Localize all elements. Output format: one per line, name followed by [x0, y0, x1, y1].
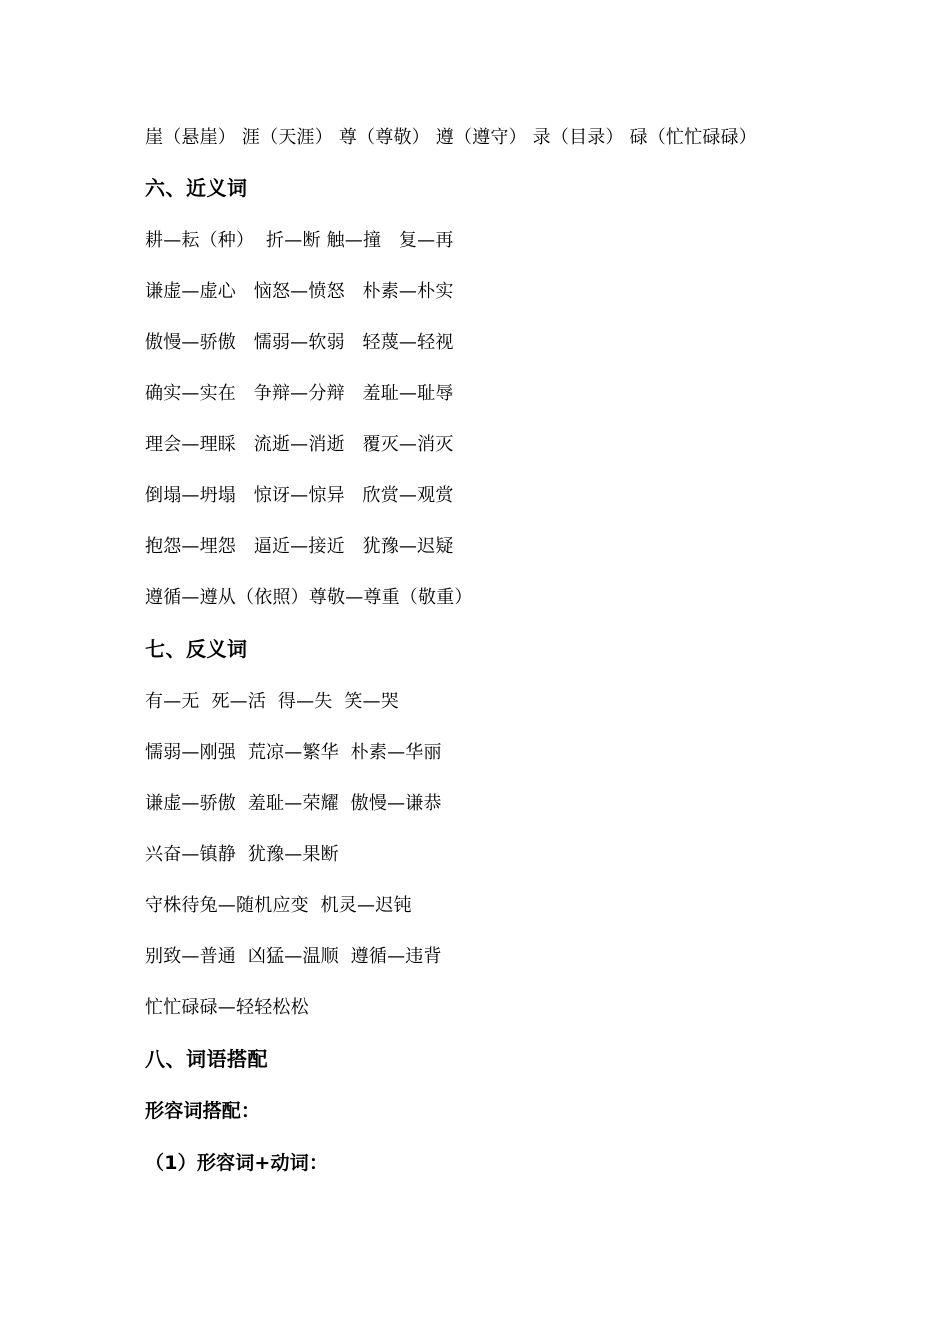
- synonym-line: 遵循—遵从（依照）尊敬—尊重（敬重）: [145, 587, 473, 608]
- synonym-line: 倒塌—坍塌 惊讶—惊异 欣赏—观赏: [145, 485, 454, 506]
- subheading-adjective-collocation: 形容词搭配：: [145, 1100, 261, 1122]
- synonym-line: 谦虚—虚心 恼怒—愤怒 朴素—朴实: [145, 281, 454, 302]
- antonym-line: 忙忙碌碌—轻轻松松: [145, 997, 309, 1018]
- antonym-line: 兴奋—镇静 犹豫—果断: [145, 844, 339, 865]
- section-heading-antonyms: 七、反义词: [145, 637, 248, 661]
- synonym-line: 抱怨—埋怨 逼近—接近 犹豫—迟疑: [145, 536, 454, 557]
- synonym-line: 傲慢—骄傲 懦弱—软弱 轻蔑—轻视: [145, 332, 454, 353]
- antonym-line: 守株待兔—随机应变 机灵—迟钝: [145, 895, 412, 916]
- synonym-line: 理会—理睬 流逝—消逝 覆灭—消灭: [145, 434, 454, 455]
- section-heading-synonyms: 六、近义词: [145, 176, 248, 200]
- synonym-line: 耕—耘（种） 折—断 触—撞 复—再: [145, 230, 454, 251]
- antonym-line: 谦虚—骄傲 羞耻—荣耀 傲慢—谦恭: [145, 793, 442, 814]
- antonym-line: 懦弱—刚强 荒凉—繁华 朴素—华丽: [145, 742, 442, 763]
- antonym-line: 别致—普通 凶猛—温顺 遵循—违背: [145, 946, 442, 967]
- collocation-item: （1）形容词+动词：: [145, 1152, 329, 1174]
- section-heading-collocation: 八、词语搭配: [145, 1047, 268, 1071]
- homophone-line: 崖（悬崖） 涯（天涯） 尊（尊敬） 遵（遵守） 录（目录） 碌（忙忙碌碌）: [145, 127, 758, 148]
- antonym-line: 有—无 死—活 得—失 笑—哭: [145, 691, 399, 712]
- synonym-line: 确实—实在 争辩—分辩 羞耻—耻辱: [145, 383, 454, 404]
